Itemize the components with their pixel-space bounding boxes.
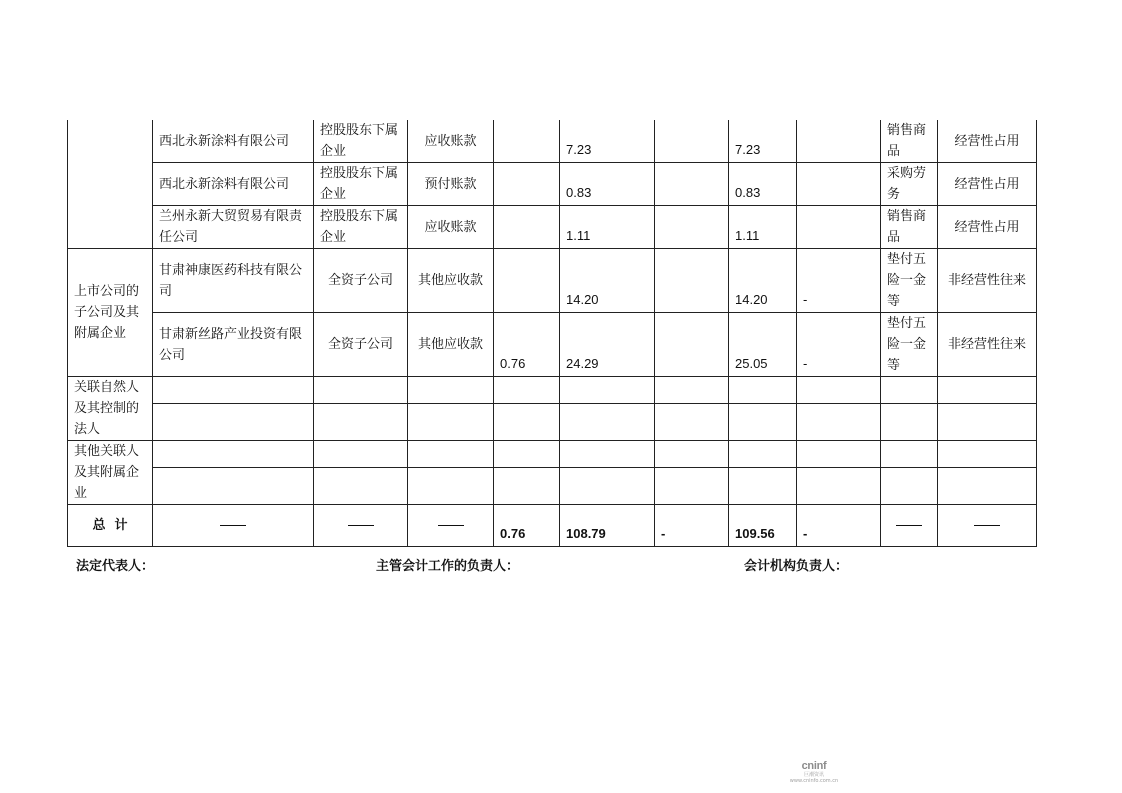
total-account-dash (408, 505, 494, 547)
closing-balance-cell (797, 120, 881, 163)
total-repaid-amount: 109.56 (729, 505, 797, 547)
group-cell-continued (68, 120, 153, 249)
table-row (68, 206, 1037, 249)
table-row (68, 441, 1037, 468)
opening-balance-cell (494, 163, 560, 206)
total-reason-dash (881, 505, 938, 547)
nature-cell: 经营性占用 (938, 163, 1037, 206)
table-row (68, 163, 1037, 206)
account-cell: 应收账款 (408, 120, 494, 163)
group-label-other-related: 其他关联人及其附属企业 (68, 441, 153, 505)
accrued-amount-cell: 7.23 (560, 120, 655, 163)
nature-cell: 非经营性往来 (938, 249, 1037, 313)
total-nature-dash (938, 505, 1037, 547)
reason-cell: 采购劳务 (881, 163, 938, 206)
table-row (68, 468, 1037, 505)
opening-balance-cell: 0.76 (494, 313, 560, 377)
repaid-amount-cell: 25.05 (729, 313, 797, 377)
company-name-cell: 甘肃新丝路产业投资有限公司 (153, 313, 314, 377)
closing-balance-cell: - (797, 249, 881, 313)
reason-cell: 销售商品 (881, 120, 938, 163)
repaid-amount-cell: 14.20 (729, 249, 797, 313)
opening-balance-cell (494, 120, 560, 163)
accrued-amount-cell: 14.20 (560, 249, 655, 313)
group-label-subsidiaries: 上市公司的子公司及其附属企业 (68, 249, 153, 377)
table-row (68, 404, 1037, 441)
repaid-amount-cell: 1.11 (729, 206, 797, 249)
interest-cell (655, 163, 729, 206)
interest-cell (655, 249, 729, 313)
total-label: 总 计 (68, 505, 153, 547)
logo-chinese-name: 巨潮资讯 (803, 772, 824, 778)
interest-cell (655, 206, 729, 249)
table-row (68, 313, 1037, 377)
company-name-cell: 西北永新涂料有限公司 (153, 163, 314, 206)
total-relation-dash (314, 505, 408, 547)
accrued-amount-cell: 1.11 (560, 206, 655, 249)
company-name-cell: 兰州永新大贸贸易有限责任公司 (153, 206, 314, 249)
repaid-amount-cell: 0.83 (729, 163, 797, 206)
accounting-head-label: 主管会计工作的负责人： (376, 559, 520, 574)
reason-cell: 垫付五险一金等 (881, 249, 938, 313)
table-row (68, 249, 1037, 313)
reason-cell: 销售商品 (881, 206, 938, 249)
total-closing-balance: - (797, 505, 881, 547)
total-row (68, 505, 1037, 547)
interest-cell (655, 313, 729, 377)
fund-occupation-table-section (67, 120, 1036, 547)
nature-cell: 经营性占用 (938, 206, 1037, 249)
closing-balance-cell (797, 163, 881, 206)
closing-balance-cell (797, 206, 881, 249)
table-row (68, 120, 1037, 163)
closing-balance-cell: - (797, 313, 881, 377)
nature-cell: 非经营性往来 (938, 313, 1037, 377)
total-interest: - (655, 505, 729, 547)
accounting-org-head-label: 会计机构负责人： (744, 559, 849, 574)
table-row (68, 377, 1037, 404)
opening-balance-cell (494, 206, 560, 249)
opening-balance-cell (494, 249, 560, 313)
accrued-amount-cell: 0.83 (560, 163, 655, 206)
repaid-amount-cell: 7.23 (729, 120, 797, 163)
logo-wordmark: cninf (801, 760, 827, 772)
interest-cell (655, 120, 729, 163)
company-name-cell: 西北永新涂料有限公司 (153, 120, 314, 163)
account-cell: 应收账款 (408, 206, 494, 249)
accrued-amount-cell: 24.29 (560, 313, 655, 377)
group-label-natural-persons: 关联自然人及其控制的法人 (68, 377, 153, 441)
reason-cell: 垫付五险一金等 (881, 313, 938, 377)
total-opening-balance: 0.76 (494, 505, 560, 547)
cninfo-watermark-logo (786, 760, 842, 784)
account-cell: 其他应收款 (408, 313, 494, 377)
related-party-funds-table (67, 120, 1037, 547)
relationship-cell: 控股股东下属企业 (314, 206, 408, 249)
account-cell: 预付账款 (408, 163, 494, 206)
nature-cell: 经营性占用 (938, 120, 1037, 163)
relationship-cell: 全资子公司 (314, 249, 408, 313)
relationship-cell: 全资子公司 (314, 313, 408, 377)
relationship-cell: 控股股东下属企业 (314, 120, 408, 163)
total-name-dash (153, 505, 314, 547)
logo-url: www.cninfo.com.cn (789, 778, 839, 784)
total-accrued-amount: 108.79 (560, 505, 655, 547)
relationship-cell: 控股股东下属企业 (314, 163, 408, 206)
account-cell: 其他应收款 (408, 249, 494, 313)
company-name-cell: 甘肃神康医药科技有限公司 (153, 249, 314, 313)
legal-representative-label: 法定代表人： (76, 559, 155, 574)
